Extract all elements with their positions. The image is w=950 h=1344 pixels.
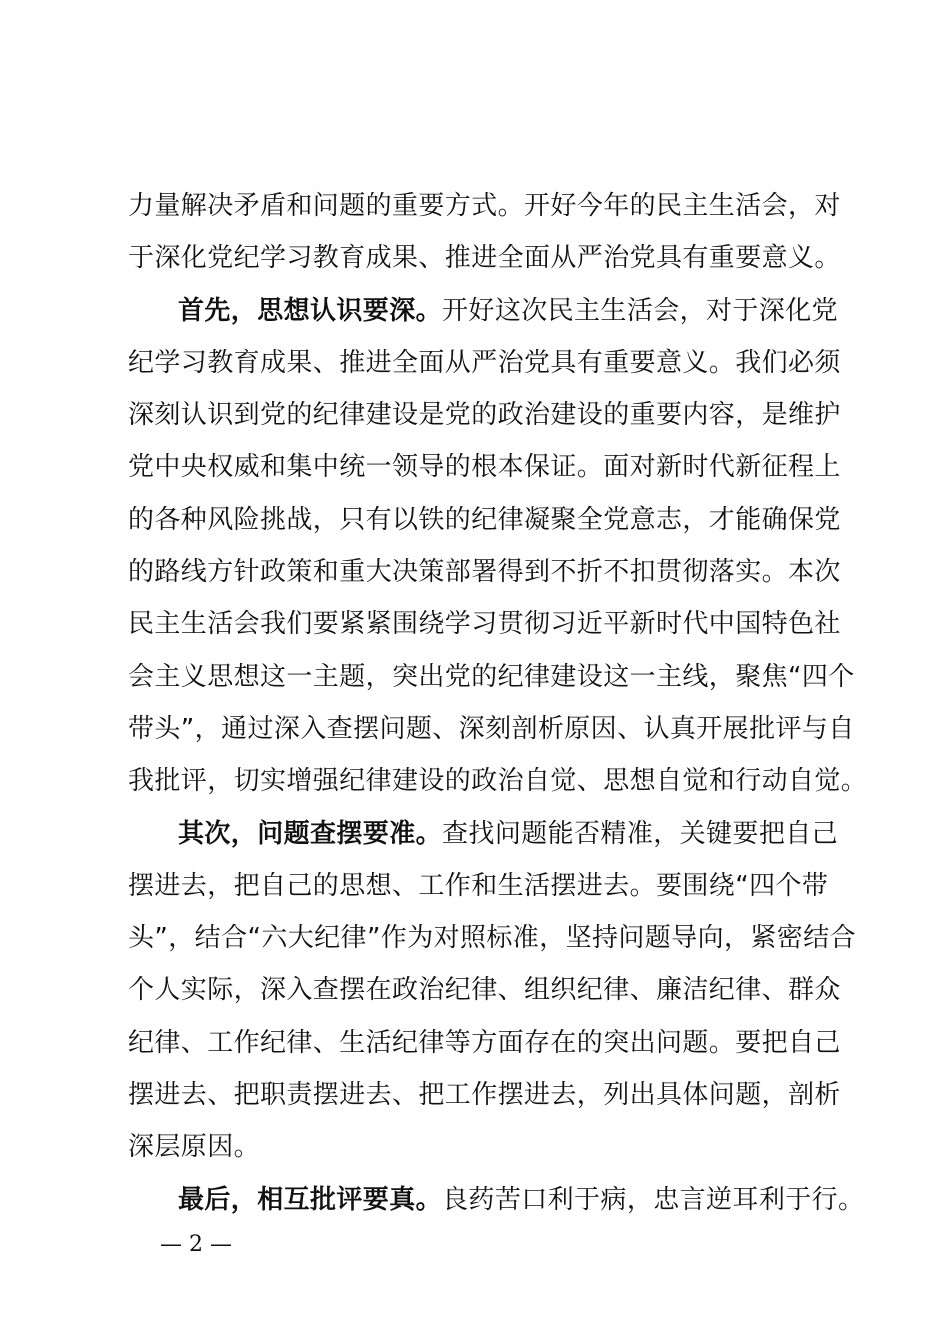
text-line: 民主生活会我们要紧紧围绕学习贯彻习近平新时代中国特色社 [128,609,841,640]
section-heading: 首先，思想认识要深。 [178,295,443,326]
text-line: 于深化党纪学习教育成果、推进全面从严治党具有重要意义。 [128,243,841,274]
body-text [128,180,868,1226]
section-heading: 最后，相互批评要真。 [178,1184,443,1215]
text-line: 深层原因。 [128,1132,261,1163]
section-heading: 其次，问题查摆要准。 [178,818,443,849]
text-line: 带头”，通过深入查摆问题、深刻剖析原因、认真开展批评与自 [128,713,855,744]
page-number: — 2 — [160,1232,232,1257]
text-line: 的路线方针政策和重大决策部署得到不折不扣贯彻落实。本次 [128,557,841,588]
text-line: 力量解决矛盾和问题的重要方式。开好今年的民主生活会，对 [128,191,841,221]
text-line: 摆进去，把自己的思想、工作和生活摆进去。要围绕“四个带 [128,870,829,901]
text-line: 头”，结合“六大纪律”作为对照标准，坚持问题导向，紧密结合 [128,923,857,954]
text-line: 会主义思想这一主题，突出党的纪律建设这一主线，聚焦“四个 [128,661,855,692]
text-line: 深刻认识到党的纪律建设是党的政治建设的重要内容，是维护 [128,400,841,431]
paragraph-first-line [128,808,839,860]
text-line: 纪学习教育成果、推进全面从严治党具有重要意义。我们必须 [128,347,841,378]
paragraph-first-line [128,1174,865,1226]
text-run: 开好这次民主生活会，对于深化党 [442,295,839,326]
text-line: 摆进去、把职责摆进去、把工作摆进去，列出具体问题，剖析 [128,1080,841,1111]
text-run: 查找问题能否精准，关键要把自己 [442,818,839,849]
text-line: 党中央权威和集中统一领导的根本保证。面对新时代新征程上 [128,452,841,483]
text-line: 的各种风险挑战，只有以铁的纪律凝聚全党意志，才能确保党 [128,504,841,535]
text-line: 我批评，切实增强纪律建设的政治自觉、思想自觉和行动自觉。 [128,766,868,797]
text-line: 纪律、工作纪律、生活纪律等方面存在的突出问题。要把自己 [128,1027,841,1058]
paragraph-first-line [128,285,839,337]
text-run: 良药苦口利于病，忠言逆耳利于行。 [442,1184,865,1215]
text-line: 个人实际，深入查摆在政治纪律、组织纪律、廉洁纪律、群众 [128,975,841,1006]
